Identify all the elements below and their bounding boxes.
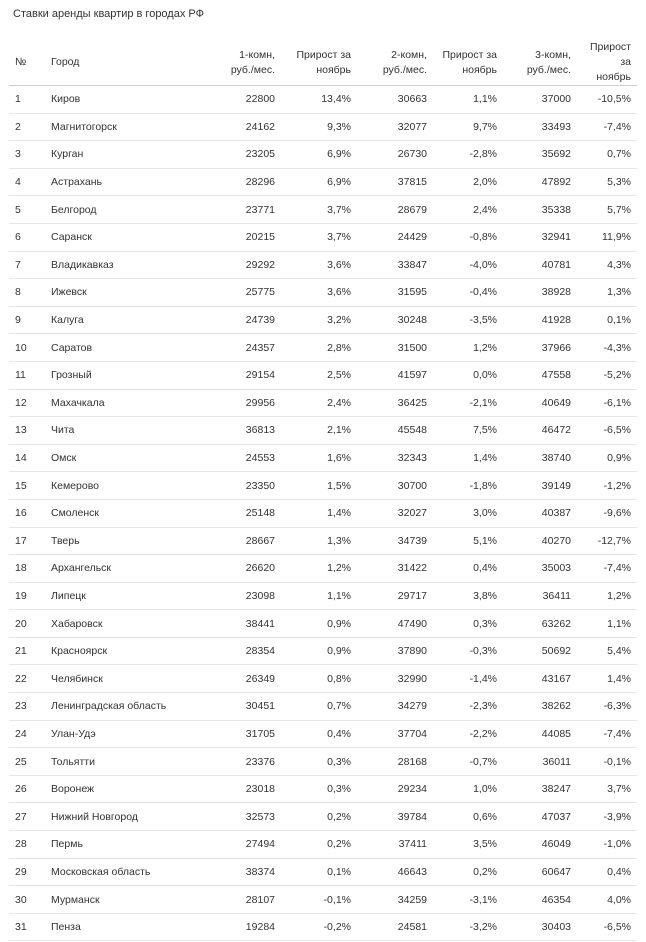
city-name: Махачкала: [45, 389, 207, 417]
city-name: Курган: [45, 141, 207, 169]
table-row: [9, 168, 637, 196]
growth-3room: -6,1%: [577, 389, 637, 417]
growth-1room: 0,7%: [281, 693, 357, 721]
header-3room-growth: Прирост за ноябрь: [577, 40, 637, 86]
growth-2room: 9,7%: [433, 113, 503, 141]
rent-2room: 32027: [357, 499, 433, 527]
growth-2room: 0,0%: [433, 361, 503, 389]
rent-3room: 50692: [503, 637, 577, 665]
row-number: 22: [9, 665, 45, 693]
growth-2room: 3,0%: [433, 499, 503, 527]
table-row: [9, 86, 637, 114]
city-name: Саратов: [45, 334, 207, 362]
city-name: Улан-Удэ: [45, 720, 207, 748]
city-name: Калуга: [45, 306, 207, 334]
table-row: [9, 775, 637, 803]
city-name: Воронеж: [45, 775, 207, 803]
table-row: [9, 472, 637, 500]
growth-3room: -6,5%: [577, 913, 637, 941]
growth-3room: 0,1%: [577, 306, 637, 334]
rent-1room: 24553: [207, 444, 281, 472]
table-row: [9, 251, 637, 279]
growth-1room: 2,8%: [281, 334, 357, 362]
growth-3room: -1,0%: [577, 831, 637, 859]
header-row: [9, 40, 637, 86]
growth-2room: 3,5%: [433, 831, 503, 859]
rent-3room: 40649: [503, 389, 577, 417]
city-name: Липецк: [45, 582, 207, 610]
rent-3room: 37000: [503, 86, 577, 114]
growth-2room: -4,0%: [433, 251, 503, 279]
growth-1room: 0,9%: [281, 610, 357, 638]
header-3room-rate: 3-комн, руб./мес.: [503, 40, 577, 86]
rent-2room: 32343: [357, 444, 433, 472]
rent-1room: 29154: [207, 361, 281, 389]
rent-1room: 25775: [207, 279, 281, 307]
growth-1room: -0,2%: [281, 913, 357, 941]
table-row: [9, 582, 637, 610]
row-number: 21: [9, 637, 45, 665]
growth-2room: 0,6%: [433, 803, 503, 831]
rent-1room: 27494: [207, 831, 281, 859]
city-name: Красноярск: [45, 637, 207, 665]
city-name: Тверь: [45, 527, 207, 555]
table-title: Ставки аренды квартир в городах РФ: [13, 8, 204, 20]
growth-2room: 1,0%: [433, 775, 503, 803]
rent-3room: 39149: [503, 472, 577, 500]
rent-3room: 47558: [503, 361, 577, 389]
growth-1room: 2,4%: [281, 389, 357, 417]
rent-1room: 24357: [207, 334, 281, 362]
rent-3room: 44085: [503, 720, 577, 748]
row-number: 29: [9, 858, 45, 886]
row-number: 4: [9, 168, 45, 196]
growth-2room: -0,7%: [433, 748, 503, 776]
growth-2room: -0,8%: [433, 223, 503, 251]
table-row: [9, 610, 637, 638]
table-row: [9, 527, 637, 555]
growth-3room: -3,9%: [577, 803, 637, 831]
growth-2room: 1,1%: [433, 86, 503, 114]
rent-2room: 29234: [357, 775, 433, 803]
growth-3room: -12,7%: [577, 527, 637, 555]
growth-3room: 0,4%: [577, 858, 637, 886]
rent-2room: 30663: [357, 86, 433, 114]
city-name: Пермь: [45, 831, 207, 859]
city-name: Тольятти: [45, 748, 207, 776]
growth-1room: 0,3%: [281, 775, 357, 803]
table-row: [9, 748, 637, 776]
rent-2room: 24429: [357, 223, 433, 251]
rent-1room: 29956: [207, 389, 281, 417]
table-body: [9, 86, 637, 941]
growth-3room: -9,6%: [577, 499, 637, 527]
row-number: 15: [9, 472, 45, 500]
row-number: 1: [9, 86, 45, 114]
growth-2room: -3,1%: [433, 886, 503, 914]
growth-2room: 0,3%: [433, 610, 503, 638]
rent-2room: 37815: [357, 168, 433, 196]
rent-2room: 37411: [357, 831, 433, 859]
row-number: 30: [9, 886, 45, 914]
rent-3room: 35692: [503, 141, 577, 169]
rent-1room: 23098: [207, 582, 281, 610]
growth-3room: -10,5%: [577, 86, 637, 114]
rent-3room: 60647: [503, 858, 577, 886]
growth-3room: 3,7%: [577, 775, 637, 803]
table-row: [9, 665, 637, 693]
row-number: 27: [9, 803, 45, 831]
rent-3room: 36011: [503, 748, 577, 776]
city-name: Пенза: [45, 913, 207, 941]
growth-3room: 1,2%: [577, 582, 637, 610]
growth-2room: -3,2%: [433, 913, 503, 941]
rent-1room: 19284: [207, 913, 281, 941]
growth-1room: 3,6%: [281, 251, 357, 279]
rent-1room: 24162: [207, 113, 281, 141]
growth-3room: 11,9%: [577, 223, 637, 251]
growth-1room: 0,1%: [281, 858, 357, 886]
rent-2room: 46643: [357, 858, 433, 886]
rent-3room: 38262: [503, 693, 577, 721]
row-number: 2: [9, 113, 45, 141]
city-name: Мурманск: [45, 886, 207, 914]
row-number: 6: [9, 223, 45, 251]
header-2room-growth: Прирост за ноябрь: [433, 40, 503, 86]
rent-1room: 38374: [207, 858, 281, 886]
growth-1room: 3,7%: [281, 196, 357, 224]
rent-2room: 31500: [357, 334, 433, 362]
growth-3room: -0,1%: [577, 748, 637, 776]
table-row: [9, 444, 637, 472]
rent-3room: 35003: [503, 555, 577, 583]
rent-3room: 38740: [503, 444, 577, 472]
city-name: Ленинградская область: [45, 693, 207, 721]
growth-1room: 3,6%: [281, 279, 357, 307]
growth-1room: 3,2%: [281, 306, 357, 334]
row-number: 28: [9, 831, 45, 859]
rent-3room: 46049: [503, 831, 577, 859]
table-row: [9, 499, 637, 527]
rent-1room: 38441: [207, 610, 281, 638]
city-name: Магнитогорск: [45, 113, 207, 141]
growth-1room: 13,4%: [281, 86, 357, 114]
growth-3room: 5,7%: [577, 196, 637, 224]
city-name: Смоленск: [45, 499, 207, 527]
rent-2room: 47490: [357, 610, 433, 638]
growth-3room: 4,0%: [577, 886, 637, 914]
row-number: 10: [9, 334, 45, 362]
row-number: 18: [9, 555, 45, 583]
rent-2room: 33847: [357, 251, 433, 279]
growth-1room: 1,4%: [281, 499, 357, 527]
rent-1room: 28354: [207, 637, 281, 665]
city-name: Владикавказ: [45, 251, 207, 279]
rent-3room: 46354: [503, 886, 577, 914]
row-number: 17: [9, 527, 45, 555]
table-row: [9, 361, 637, 389]
city-name: Омск: [45, 444, 207, 472]
rent-1room: 22800: [207, 86, 281, 114]
growth-2room: -0,3%: [433, 637, 503, 665]
row-number: 24: [9, 720, 45, 748]
table-row: [9, 417, 637, 445]
city-name: Московская область: [45, 858, 207, 886]
growth-2room: 0,2%: [433, 858, 503, 886]
rent-3room: 33493: [503, 113, 577, 141]
rent-1room: 23018: [207, 775, 281, 803]
growth-2room: 7,5%: [433, 417, 503, 445]
rent-2room: 32990: [357, 665, 433, 693]
growth-1room: -0,1%: [281, 886, 357, 914]
rent-2room: 28679: [357, 196, 433, 224]
city-name: Чита: [45, 417, 207, 445]
rent-2room: 24581: [357, 913, 433, 941]
row-number: 26: [9, 775, 45, 803]
rent-1room: 28107: [207, 886, 281, 914]
header-1room-rate: 1-комн, руб./мес.: [207, 40, 281, 86]
growth-3room: 0,9%: [577, 444, 637, 472]
rent-1room: 29292: [207, 251, 281, 279]
rent-3room: 47037: [503, 803, 577, 831]
rent-2room: 31595: [357, 279, 433, 307]
table-row: [9, 141, 637, 169]
row-number: 20: [9, 610, 45, 638]
growth-3room: -7,4%: [577, 555, 637, 583]
rent-2room: 30700: [357, 472, 433, 500]
growth-1room: 1,1%: [281, 582, 357, 610]
city-name: Киров: [45, 86, 207, 114]
table-row: [9, 113, 637, 141]
table-row: [9, 803, 637, 831]
row-number: 13: [9, 417, 45, 445]
row-number: 19: [9, 582, 45, 610]
rent-1room: 31705: [207, 720, 281, 748]
rent-1room: 23771: [207, 196, 281, 224]
growth-1room: 6,9%: [281, 141, 357, 169]
growth-2room: 1,4%: [433, 444, 503, 472]
row-number: 23: [9, 693, 45, 721]
rent-1room: 23205: [207, 141, 281, 169]
growth-2room: -2,8%: [433, 141, 503, 169]
table-row: [9, 720, 637, 748]
table-row: [9, 196, 637, 224]
rent-3room: 63262: [503, 610, 577, 638]
rent-2room: 29717: [357, 582, 433, 610]
header-number: №: [9, 40, 45, 86]
table-row: [9, 279, 637, 307]
growth-2room: -1,8%: [433, 472, 503, 500]
rent-3room: 47892: [503, 168, 577, 196]
rent-2room: 26730: [357, 141, 433, 169]
growth-2room: -2,1%: [433, 389, 503, 417]
growth-3room: -7,4%: [577, 720, 637, 748]
city-name: Челябинск: [45, 665, 207, 693]
growth-1room: 6,9%: [281, 168, 357, 196]
rent-2room: 28168: [357, 748, 433, 776]
city-name: Саранск: [45, 223, 207, 251]
table-row: [9, 858, 637, 886]
city-name: Грозный: [45, 361, 207, 389]
table-row: [9, 831, 637, 859]
row-number: 12: [9, 389, 45, 417]
table-row: [9, 555, 637, 583]
rent-3room: 40270: [503, 527, 577, 555]
header-2room-rate: 2-комн, руб./мес.: [357, 40, 433, 86]
growth-1room: 0,9%: [281, 637, 357, 665]
growth-2room: 5,1%: [433, 527, 503, 555]
rent-2room: 31422: [357, 555, 433, 583]
row-number: 25: [9, 748, 45, 776]
growth-1room: 0,4%: [281, 720, 357, 748]
growth-3room: -4,3%: [577, 334, 637, 362]
rent-3room: 32941: [503, 223, 577, 251]
growth-1room: 3,7%: [281, 223, 357, 251]
rent-rates-table: [9, 40, 637, 941]
growth-3room: 4,3%: [577, 251, 637, 279]
rent-1room: 30451: [207, 693, 281, 721]
growth-1room: 2,5%: [281, 361, 357, 389]
growth-2room: -0,4%: [433, 279, 503, 307]
table-row: [9, 334, 637, 362]
growth-2room: 2,4%: [433, 196, 503, 224]
city-name: Белгород: [45, 196, 207, 224]
growth-1room: 0,3%: [281, 748, 357, 776]
rent-2room: 36425: [357, 389, 433, 417]
rent-1room: 23376: [207, 748, 281, 776]
rent-3room: 41928: [503, 306, 577, 334]
growth-1room: 1,5%: [281, 472, 357, 500]
table-row: [9, 223, 637, 251]
rent-3room: 40781: [503, 251, 577, 279]
rent-1room: 25148: [207, 499, 281, 527]
growth-3room: -7,4%: [577, 113, 637, 141]
rent-2room: 37704: [357, 720, 433, 748]
rent-2room: 45548: [357, 417, 433, 445]
rent-3room: 30403: [503, 913, 577, 941]
growth-1room: 2,1%: [281, 417, 357, 445]
rent-2room: 41597: [357, 361, 433, 389]
growth-2room: -2,3%: [433, 693, 503, 721]
table-row: [9, 389, 637, 417]
growth-2room: 2,0%: [433, 168, 503, 196]
row-number: 16: [9, 499, 45, 527]
rent-2room: 37890: [357, 637, 433, 665]
growth-2room: -2,2%: [433, 720, 503, 748]
growth-2room: -3,5%: [433, 306, 503, 334]
rent-2room: 39784: [357, 803, 433, 831]
row-number: 9: [9, 306, 45, 334]
row-number: 31: [9, 913, 45, 941]
table-row: [9, 886, 637, 914]
table-row: [9, 306, 637, 334]
rent-1room: 26349: [207, 665, 281, 693]
growth-2room: 1,2%: [433, 334, 503, 362]
growth-1room: 1,6%: [281, 444, 357, 472]
rent-2room: 30248: [357, 306, 433, 334]
rent-3room: 38928: [503, 279, 577, 307]
rent-2room: 34259: [357, 886, 433, 914]
rent-1room: 28296: [207, 168, 281, 196]
growth-2room: -1,4%: [433, 665, 503, 693]
growth-3room: -6,3%: [577, 693, 637, 721]
rent-1room: 23350: [207, 472, 281, 500]
city-name: Архангельск: [45, 555, 207, 583]
header-1room-growth: Прирост за ноябрь: [281, 40, 357, 86]
city-name: Хабаровск: [45, 610, 207, 638]
growth-3room: 5,4%: [577, 637, 637, 665]
growth-3room: -1,2%: [577, 472, 637, 500]
row-number: 8: [9, 279, 45, 307]
row-number: 5: [9, 196, 45, 224]
growth-3room: 5,3%: [577, 168, 637, 196]
rent-1room: 20215: [207, 223, 281, 251]
table-header: [9, 40, 637, 86]
city-name: Кемерово: [45, 472, 207, 500]
rent-2room: 32077: [357, 113, 433, 141]
row-number: 14: [9, 444, 45, 472]
growth-3room: 1,1%: [577, 610, 637, 638]
growth-1room: 0,2%: [281, 803, 357, 831]
growth-3room: -6,5%: [577, 417, 637, 445]
rent-1room: 24739: [207, 306, 281, 334]
rent-3room: 40387: [503, 499, 577, 527]
growth-2room: 0,4%: [433, 555, 503, 583]
growth-1room: 1,2%: [281, 555, 357, 583]
row-number: 11: [9, 361, 45, 389]
header-city: Город: [45, 40, 207, 86]
growth-3room: 1,4%: [577, 665, 637, 693]
growth-1room: 0,8%: [281, 665, 357, 693]
row-number: 3: [9, 141, 45, 169]
rent-3room: 37966: [503, 334, 577, 362]
growth-3room: -5,2%: [577, 361, 637, 389]
rent-1room: 28667: [207, 527, 281, 555]
rent-1room: 36813: [207, 417, 281, 445]
growth-1room: 0,2%: [281, 831, 357, 859]
rent-3room: 46472: [503, 417, 577, 445]
table-row: [9, 913, 637, 941]
city-name: Нижний Новгород: [45, 803, 207, 831]
rent-3room: 43167: [503, 665, 577, 693]
rent-3room: 35338: [503, 196, 577, 224]
city-name: Астрахань: [45, 168, 207, 196]
rent-2room: 34279: [357, 693, 433, 721]
rent-1room: 32573: [207, 803, 281, 831]
growth-1room: 9,3%: [281, 113, 357, 141]
growth-3room: 0,7%: [577, 141, 637, 169]
rent-1room: 26620: [207, 555, 281, 583]
table-row: [9, 637, 637, 665]
growth-3room: 1,3%: [577, 279, 637, 307]
growth-2room: 3,8%: [433, 582, 503, 610]
rent-3room: 38247: [503, 775, 577, 803]
row-number: 7: [9, 251, 45, 279]
city-name: Ижевск: [45, 279, 207, 307]
rent-3room: 36411: [503, 582, 577, 610]
rent-2room: 34739: [357, 527, 433, 555]
table-row: [9, 693, 637, 721]
growth-1room: 1,3%: [281, 527, 357, 555]
